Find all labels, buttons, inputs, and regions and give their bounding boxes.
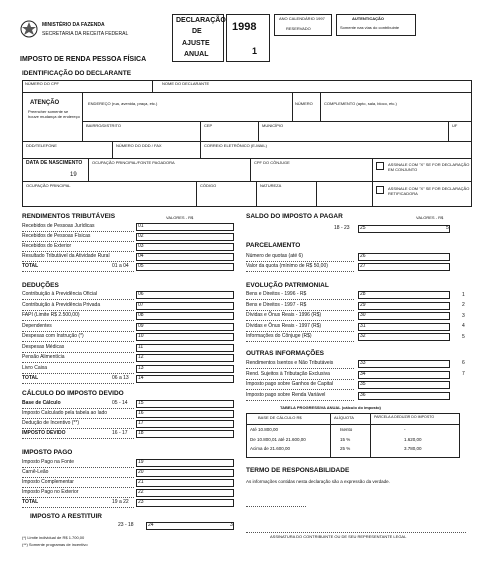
deducoes-row-field[interactable] — [136, 323, 234, 331]
rendimentos-row-label: Recebidos de Pessoas Físicas — [22, 233, 91, 239]
imposto-pago-row-leader — [22, 487, 134, 488]
parcelamento-row-label: Valor da quota (mínimo de R$ 50,00) — [246, 263, 328, 269]
rendimentos-row-leader — [22, 271, 134, 272]
declaration-line-2: DE — [192, 28, 202, 35]
deducoes-row-label: TOTAL — [22, 375, 39, 381]
imposto-pago-row-number: 21 — [138, 479, 144, 485]
edge-number: 3 — [462, 313, 465, 319]
saldo-field[interactable] — [358, 225, 450, 233]
name-label: NOME DO DECLARANTE — [162, 81, 210, 86]
edge-number: 5 — [462, 334, 465, 340]
code-label: CÓDIGO — [200, 183, 217, 188]
email-label: CORREIO ELETRÔNICO (E-MAIL) — [204, 143, 267, 148]
evolucao-row-number: 30 — [360, 312, 366, 318]
outras-row-field[interactable] — [358, 392, 450, 400]
imposto-pago-row-field[interactable] — [136, 499, 234, 507]
calculo-row-number: 17 — [138, 420, 144, 426]
rendimentos-row-label: Resultado Tributável da Atividade Rural — [22, 253, 110, 259]
parcelamento-row-leader — [246, 261, 354, 262]
edge-number: 6 — [462, 360, 465, 366]
uf-label: UF — [452, 123, 458, 128]
evolucao-row-number: 31 — [360, 322, 366, 329]
deducoes-row-label: Contribuição à Previdência Oficial — [22, 291, 98, 297]
calculo-row-sum: 05 - 14 — [112, 400, 128, 406]
imposto-pago-row-leader — [22, 477, 134, 478]
evolucao-row-field[interactable] — [358, 302, 450, 310]
rendimentos-row-number: 04 — [138, 253, 144, 259]
rendimentos-row-label: Recebidos do Exterior — [22, 243, 72, 249]
footnote-1: (*) Limite individual de R$ 1.700,00 — [22, 535, 85, 540]
imposto-pago-row-label: Imposto Complementar — [22, 479, 74, 485]
coat-of-arms-icon — [20, 20, 38, 38]
outras-row-leader — [246, 379, 354, 380]
evolucao-row-field[interactable] — [358, 333, 450, 341]
outras-title: OUTRAS INFORMAÇÕES — [246, 350, 324, 357]
deducoes-row-number: 10 — [138, 333, 144, 339]
termo-text: As informações contidas nesta declaração são a expressão da verdade. — [246, 479, 390, 484]
joint-declaration-label: ASSINALE COM "X" SE FOR DECLARAÇÃO EM CONJUNTO — [388, 162, 470, 172]
authentication-label: AUTENTICAÇÃO — [352, 16, 384, 21]
calculo-row-field[interactable] — [136, 400, 234, 408]
complement-label: COMPLEMENTO (apto, sala, bloco, etc.) — [324, 101, 397, 106]
rendimentos-row-leader — [22, 241, 134, 242]
rendimentos-row-number: 02 — [138, 233, 144, 239]
deducoes-row-label: Dependentes — [22, 322, 52, 329]
outras-row-leader — [246, 400, 354, 401]
calculo-row-number: 16 — [138, 410, 144, 416]
calculo-row-leader — [22, 428, 134, 429]
deducoes-row-leader — [22, 383, 134, 384]
tabela-header-deduct: PARCELA A DEDUZIR DO IMPOSTO — [374, 415, 435, 419]
calendar-year-label: ANO CALENDÁRIO 1997 — [279, 16, 325, 21]
deducoes-row-field[interactable] — [136, 291, 234, 299]
outras-row-label: Imposto pago sobre Ganhos de Capital — [246, 381, 333, 387]
imposto-pago-row-field[interactable] — [136, 489, 234, 497]
saldo-sum: 18 - 23 — [334, 225, 350, 231]
calculo-row-label: IMPOSTO DEVIDO — [22, 430, 66, 436]
evolucao-row-field[interactable] — [358, 291, 450, 299]
parcelamento-title: PARCELAMENTO — [246, 242, 301, 249]
cep-label: CEP — [204, 123, 213, 128]
deducoes-row-number: 09 — [138, 322, 144, 329]
tabela-title: TABELA PROGRESSIVA ANUAL (cálculo do imposto) — [280, 405, 381, 410]
tabela-cell-base: Até 10.800,00 — [250, 427, 279, 432]
deducoes-row-field[interactable] — [136, 312, 234, 320]
evolucao-row-field[interactable] — [358, 323, 450, 331]
calculo-row-leader — [22, 418, 134, 419]
deducoes-row-leader — [22, 310, 134, 311]
address-label: ENDEREÇO (rua, avenida, praça, etc.) — [88, 101, 158, 106]
imposto-pago-row-label: TOTAL — [22, 499, 39, 505]
imposto-pago-row-field[interactable] — [136, 469, 234, 477]
municipality-label: MUNICÍPIO — [262, 123, 284, 128]
rendimentos-row-number: 01 — [138, 223, 144, 229]
spouse-label: CPF DO CÔNJUGE — [254, 160, 290, 165]
imposto-pago-row-number: 23 — [138, 499, 144, 505]
parcelamento-row-field[interactable] — [358, 263, 450, 271]
imposto-pago-row-leader — [22, 467, 134, 468]
date-line — [246, 506, 306, 507]
deducoes-row-field[interactable] — [136, 302, 234, 310]
deducoes-row-leader — [22, 331, 134, 332]
tabela-cell-deduct: 3.780,00 — [404, 446, 422, 451]
deducoes-row-label: FAPI (Limite R$ 2.500,00) — [22, 312, 80, 318]
year-label: 1998 — [232, 21, 257, 33]
deducoes-row-field[interactable] — [136, 333, 234, 341]
rendimentos-title: RENDIMENTOS TRIBUTÁVEIS — [22, 213, 116, 220]
rendimentos-row-leader — [22, 261, 134, 262]
deducoes-title: DEDUÇÕES — [22, 282, 59, 289]
imposto-pago-row-leader — [22, 507, 134, 508]
attention-text: Preencher somente se houve mudança de endereço — [28, 109, 80, 119]
evolucao-row-number: 29 — [360, 301, 366, 308]
deducoes-row-leader — [22, 373, 134, 374]
outras-row-number: 34 — [360, 370, 366, 377]
signature-label: ASSINATURA DO CONTRIBUINTE OU DE SEU REPRESENTANTE LEGAL — [270, 534, 407, 539]
saldo-number: 25 — [360, 225, 366, 231]
deducoes-row-label: Livro Caixa — [22, 364, 48, 371]
calculo-row-field[interactable] — [136, 420, 234, 428]
imposto-pago-row-number: 22 — [138, 489, 144, 495]
rendimentos-row-field[interactable] — [136, 233, 234, 241]
outras-row-field[interactable] — [358, 381, 450, 389]
deducoes-row-leader — [22, 320, 134, 321]
deducoes-row-number: 11 — [138, 343, 144, 350]
number-label: NÚMERO — [295, 101, 313, 106]
tabela-cell-rate: Isento — [340, 427, 353, 432]
rendimentos-row-field[interactable] — [136, 263, 234, 271]
deducoes-row-number: 07 — [138, 301, 144, 308]
outras-row-label: Rend. Sujeitos à Tributação Exclusiva — [246, 370, 330, 377]
evolucao-row-field[interactable] — [358, 312, 450, 320]
calculo-row-label: Imposto Calculado pela tabela ao lado — [22, 410, 108, 416]
nature-label: OCUPAÇÃO PRINCIPAL — [26, 183, 71, 188]
deducoes-row-number: 13 — [138, 364, 144, 371]
footnote-2: (**) Somente programas de incentivo — [22, 542, 88, 547]
edge-number: 7 — [462, 371, 465, 377]
sheet-number: 1 — [252, 46, 258, 56]
tabela-header-base: BASE DE CÁLCULO R$ — [258, 415, 302, 420]
tabela-cell-base: De 10.800,01 até 21.600,00 — [250, 436, 306, 442]
calculo-title: CÁLCULO DO IMPOSTO DEVIDO — [22, 390, 124, 397]
calculo-row-field[interactable] — [136, 430, 234, 438]
parcelamento-row-number: 26 — [360, 253, 366, 259]
rendimentos-row-label: TOTAL — [22, 263, 39, 269]
evolucao-row-label: Bens e Direitos - 1996 - R$ — [246, 291, 307, 297]
nature2-label: NATUREZA — [260, 183, 282, 188]
restituir-title: IMPOSTO A RESTITUIR — [30, 513, 102, 520]
evolucao-row-label: Bens e Direitos - 1997 - R$ — [246, 301, 307, 308]
deducoes-row-leader — [22, 299, 134, 300]
evolucao-row-label: Dívidas e Ônus Reais - 1997 (R$) — [246, 322, 322, 329]
occupation-label: OCUPAÇÃO PRINCIPAL/FONTE PAGADORA — [92, 160, 175, 165]
edge-number: 1 — [462, 292, 465, 298]
rendimentos-values-label: VALORES - R$ — [166, 215, 194, 220]
outras-row-field[interactable] — [358, 360, 450, 368]
imposto-pago-row-label: Imposto Pago na Fonte — [22, 459, 74, 465]
calculo-row-leader — [22, 408, 134, 409]
imposto-pago-row-label: Imposto Pago no Exterior — [22, 489, 79, 495]
signature-line[interactable] — [246, 532, 466, 533]
outras-row-number: 36 — [360, 391, 366, 398]
restituir-right-number: 3 — [230, 522, 233, 528]
saldo-values-label: VALORES - R$ — [416, 215, 444, 220]
termo-title: TERMO DE RESPONSABILIDADE — [246, 467, 350, 474]
imposto-pago-row-field[interactable] — [136, 479, 234, 487]
attention-label: ATENÇÃO — [30, 100, 60, 106]
birth-label: DATA DE NASCIMENTO — [26, 160, 83, 166]
deducoes-row-field[interactable] — [136, 354, 234, 362]
joint-declaration-checkbox[interactable] — [376, 162, 384, 170]
ddd-label: DDD/TELEFONE — [26, 143, 57, 148]
calculo-row-label: Dedução de Incentivo (**) — [22, 420, 79, 426]
declaration-line-1: DECLARAÇÃO — [176, 17, 226, 24]
deducoes-row-sum: 06 a 13 — [112, 375, 129, 381]
outras-row-field[interactable] — [358, 371, 450, 379]
edge-number: 2 — [462, 302, 465, 308]
parcelamento-row-field[interactable] — [358, 253, 450, 261]
deducoes-row-leader — [22, 352, 134, 353]
evolucao-row-leader — [246, 341, 354, 342]
deducoes-row-field[interactable] — [136, 344, 234, 352]
calculo-row-number: 18 — [138, 430, 144, 436]
rendimentos-row-leader — [22, 231, 134, 232]
evolucao-row-leader — [246, 299, 354, 300]
deducoes-row-label: Contribuição à Previdência Privada — [22, 301, 101, 308]
calculo-row-label: Base de Cálculo — [22, 400, 61, 406]
imposto-pago-row-label: Carnê-Leão — [22, 469, 49, 475]
restituir-sum: 23 - 18 — [118, 522, 134, 528]
calculo-row-leader — [22, 438, 134, 439]
rendimentos-row-label: Recebidos de Pessoas Jurídicas — [22, 223, 95, 229]
evolucao-row-number: 28 — [360, 291, 366, 297]
tabela-cell-deduct: 1.620,00 — [404, 436, 422, 442]
saldo-right-number: 5 — [446, 225, 449, 231]
authentication-sub: Somente nas vias do contribuinte — [340, 25, 400, 30]
deducoes-row-field[interactable] — [136, 365, 234, 373]
imposto-pago-row-sum: 19 a 22 — [112, 499, 129, 505]
rendimentos-row-field[interactable] — [136, 223, 234, 231]
ministry-label: MINISTÉRIO DA FAZENDA — [42, 22, 105, 28]
evolucao-row-number: 32 — [360, 333, 366, 339]
saldo-title: SALDO DO IMPOSTO A PAGAR — [246, 213, 343, 220]
outras-row-label: Rendimentos Isentos e Não Tributáveis — [246, 360, 334, 366]
form-title: IMPOSTO DE RENDA PESSOA FÍSICA — [20, 56, 147, 63]
imposto-pago-row-leader — [22, 497, 134, 498]
deducoes-row-number: 14 — [138, 375, 144, 381]
secretariat-label: SECRETARIA DA RECEITA FEDERAL — [42, 31, 129, 37]
rendimentos-row-sum: 01 a 04 — [112, 263, 129, 269]
edge-number: 4 — [462, 323, 465, 329]
evolucao-row-leader — [246, 331, 354, 332]
outras-row-leader — [246, 368, 354, 369]
birth-year: 19 — [70, 172, 77, 178]
deducoes-row-number: 06 — [138, 291, 144, 297]
outras-row-number: 35 — [360, 381, 366, 387]
tabela-cell-rate: 25 % — [340, 446, 351, 451]
parcelamento-row-label: Número de quotas (até 6) — [246, 253, 303, 259]
deducoes-row-label: Pensão Alimentícia — [22, 354, 65, 360]
imposto-pago-row-field[interactable] — [136, 459, 234, 467]
rendimentos-row-field[interactable] — [136, 243, 234, 251]
cpf-label: NÚMERO DO CPF — [25, 81, 59, 86]
rendimentos-row-number: 03 — [138, 243, 144, 249]
rendimentos-row-field[interactable] — [136, 253, 234, 261]
deducoes-row-label: Despesas com Instrução (*) — [22, 333, 84, 339]
deducoes-row-number: 08 — [138, 312, 144, 318]
calculo-row-number: 15 — [138, 400, 144, 406]
declaration-line-3: AJUSTE — [182, 40, 210, 47]
tabela-cell-rate: 15 % — [340, 436, 351, 442]
imposto-pago-row-number: 19 — [138, 459, 144, 465]
rectifying-label: ASSINALE COM "X" SE FOR DECLARAÇÃO RETIFICADORA — [388, 186, 470, 196]
calculo-row-field[interactable] — [136, 410, 234, 418]
declaration-line-4: ANUAL — [184, 51, 209, 58]
calculo-row-sum: 16 - 17 — [112, 430, 128, 436]
deducoes-row-label: Despesas Médicas — [22, 343, 65, 350]
tabela-cell-base: Acima de 21.600,00 — [250, 446, 291, 451]
tabela-cell-deduct: - — [404, 427, 406, 432]
restituir-field[interactable] — [146, 522, 234, 530]
imposto-pago-title: IMPOSTO PAGO — [22, 449, 73, 456]
reserved-label: RESERVADO — [286, 26, 311, 31]
identification-title: IDENTIFICAÇÃO DO DECLARANTE — [22, 70, 132, 77]
rectifying-checkbox[interactable] — [376, 186, 384, 194]
deducoes-row-number: 12 — [138, 354, 144, 360]
rendimentos-row-leader — [22, 251, 134, 252]
outras-row-number: 33 — [360, 360, 366, 366]
imposto-pago-row-number: 20 — [138, 469, 144, 475]
district-label: BAIRRO/DISTRITO — [86, 123, 122, 128]
deducoes-row-leader — [22, 341, 134, 342]
parcelamento-row-leader — [246, 271, 354, 272]
outras-row-label: Imposto pago sobre Renda Variável — [246, 391, 326, 398]
fax-label: NÚMERO DO DDD / FAX — [116, 143, 162, 148]
parcelamento-row-number: 27 — [360, 263, 366, 269]
rendimentos-row-number: 05 — [138, 263, 144, 269]
outras-row-leader — [246, 389, 354, 390]
evolucao-title: EVOLUÇÃO PATRIMONIAL — [246, 282, 329, 289]
deducoes-row-leader — [22, 362, 134, 363]
evolucao-row-leader — [246, 310, 354, 311]
deducoes-row-field[interactable] — [136, 375, 234, 383]
evolucao-row-label: Informações do Cônjuge (R$) — [246, 333, 312, 339]
evolucao-row-label: Dívidas e Ônus Reais - 1996 (R$) — [246, 312, 322, 318]
tabela-header-rate: ALÍQUOTA — [334, 415, 354, 420]
evolucao-row-leader — [246, 320, 354, 321]
restituir-number: 24 — [148, 522, 154, 528]
